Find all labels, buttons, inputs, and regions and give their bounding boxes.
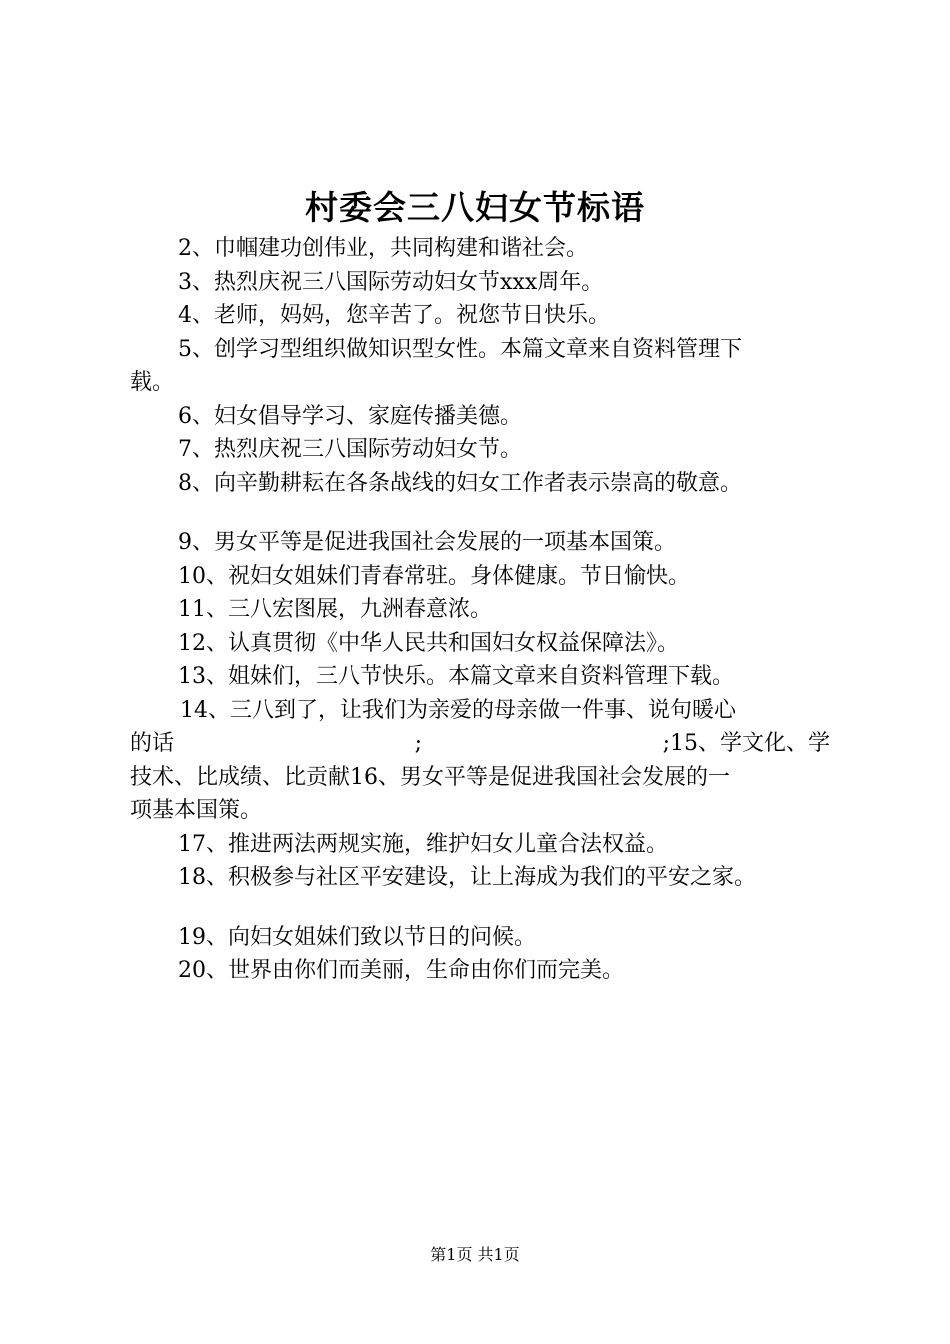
slogan-item-19: 19、向妇女姐妹们致以节日的问候。 — [178, 924, 536, 950]
slogan-item-15-start: ;15、学文化、学 — [662, 731, 830, 756]
slogan-item-11: 11、三八宏图展，九洲春意浓。 — [178, 597, 492, 622]
slogan-item-3: 3、热烈庆祝三八国际劳动妇女节xxx周年。 — [178, 269, 604, 295]
slogan-item-18: 18、积极参与社区平安建设，让上海成为我们的平安之家。 — [178, 865, 756, 890]
page-footer: 第1页 共1页 — [430, 1245, 520, 1264]
slogan-item-10: 10、祝妇女姐妹们青春常驻。身体健康。节日愉快。 — [178, 563, 690, 589]
slogan-item-8: 8、向辛勤耕耘在各条战线的妇女工作者表示崇高的敬意。 — [178, 470, 742, 496]
separator-semicolon: ; — [414, 731, 422, 756]
slogan-item-9: 9、男女平等是促进我国社会发展的一项基本国策。 — [178, 530, 676, 555]
slogan-item-2: 2、巾帼建功创伟业，共同构建和谐社会。 — [178, 236, 588, 261]
slogan-item-14-line-2 — [130, 727, 830, 761]
slogan-item-7: 7、热烈庆祝三八国际劳动妇女节。 — [178, 437, 522, 462]
slogan-item-5-line-1: 5、创学习型组织做知识型女性。本篇文章来自资料管理下 — [178, 336, 742, 362]
document-body — [130, 232, 830, 988]
slogan-item-20: 20、世界由你们而美丽，生命由你们而完美。 — [178, 958, 624, 983]
slogan-item-16-end: 项基本国策。 — [130, 798, 263, 823]
slogan-item-12: 12、认真贯彻《中华人民共和国妇女权益保障法》。 — [178, 630, 679, 656]
slogan-item-15-16-line: 技术、比成绩、比贡献16、男女平等是促进我国社会发展的一 — [130, 764, 730, 790]
document-title: 村委会三八妇女节标语 — [305, 188, 645, 227]
slogan-item-14-line-1: 14、三八到了，让我们为亲爱的母亲做一件事、说句暖心 — [180, 697, 736, 723]
slogan-item-4: 4、老师，妈妈，您辛苦了。祝您节日快乐。 — [178, 303, 610, 328]
slogan-item-13: 13、姐妹们，三八节快乐。本篇文章来自资料管理下载。 — [178, 664, 734, 689]
slogan-item-14-fragment: 的话 — [130, 731, 175, 756]
slogan-item-5-line-2: 载。 — [130, 370, 175, 395]
slogan-item-6: 6、妇女倡导学习、家庭传播美德。 — [178, 403, 522, 429]
slogan-item-17: 17、推进两法两规实施，维护妇女儿童合法权益。 — [178, 831, 668, 857]
